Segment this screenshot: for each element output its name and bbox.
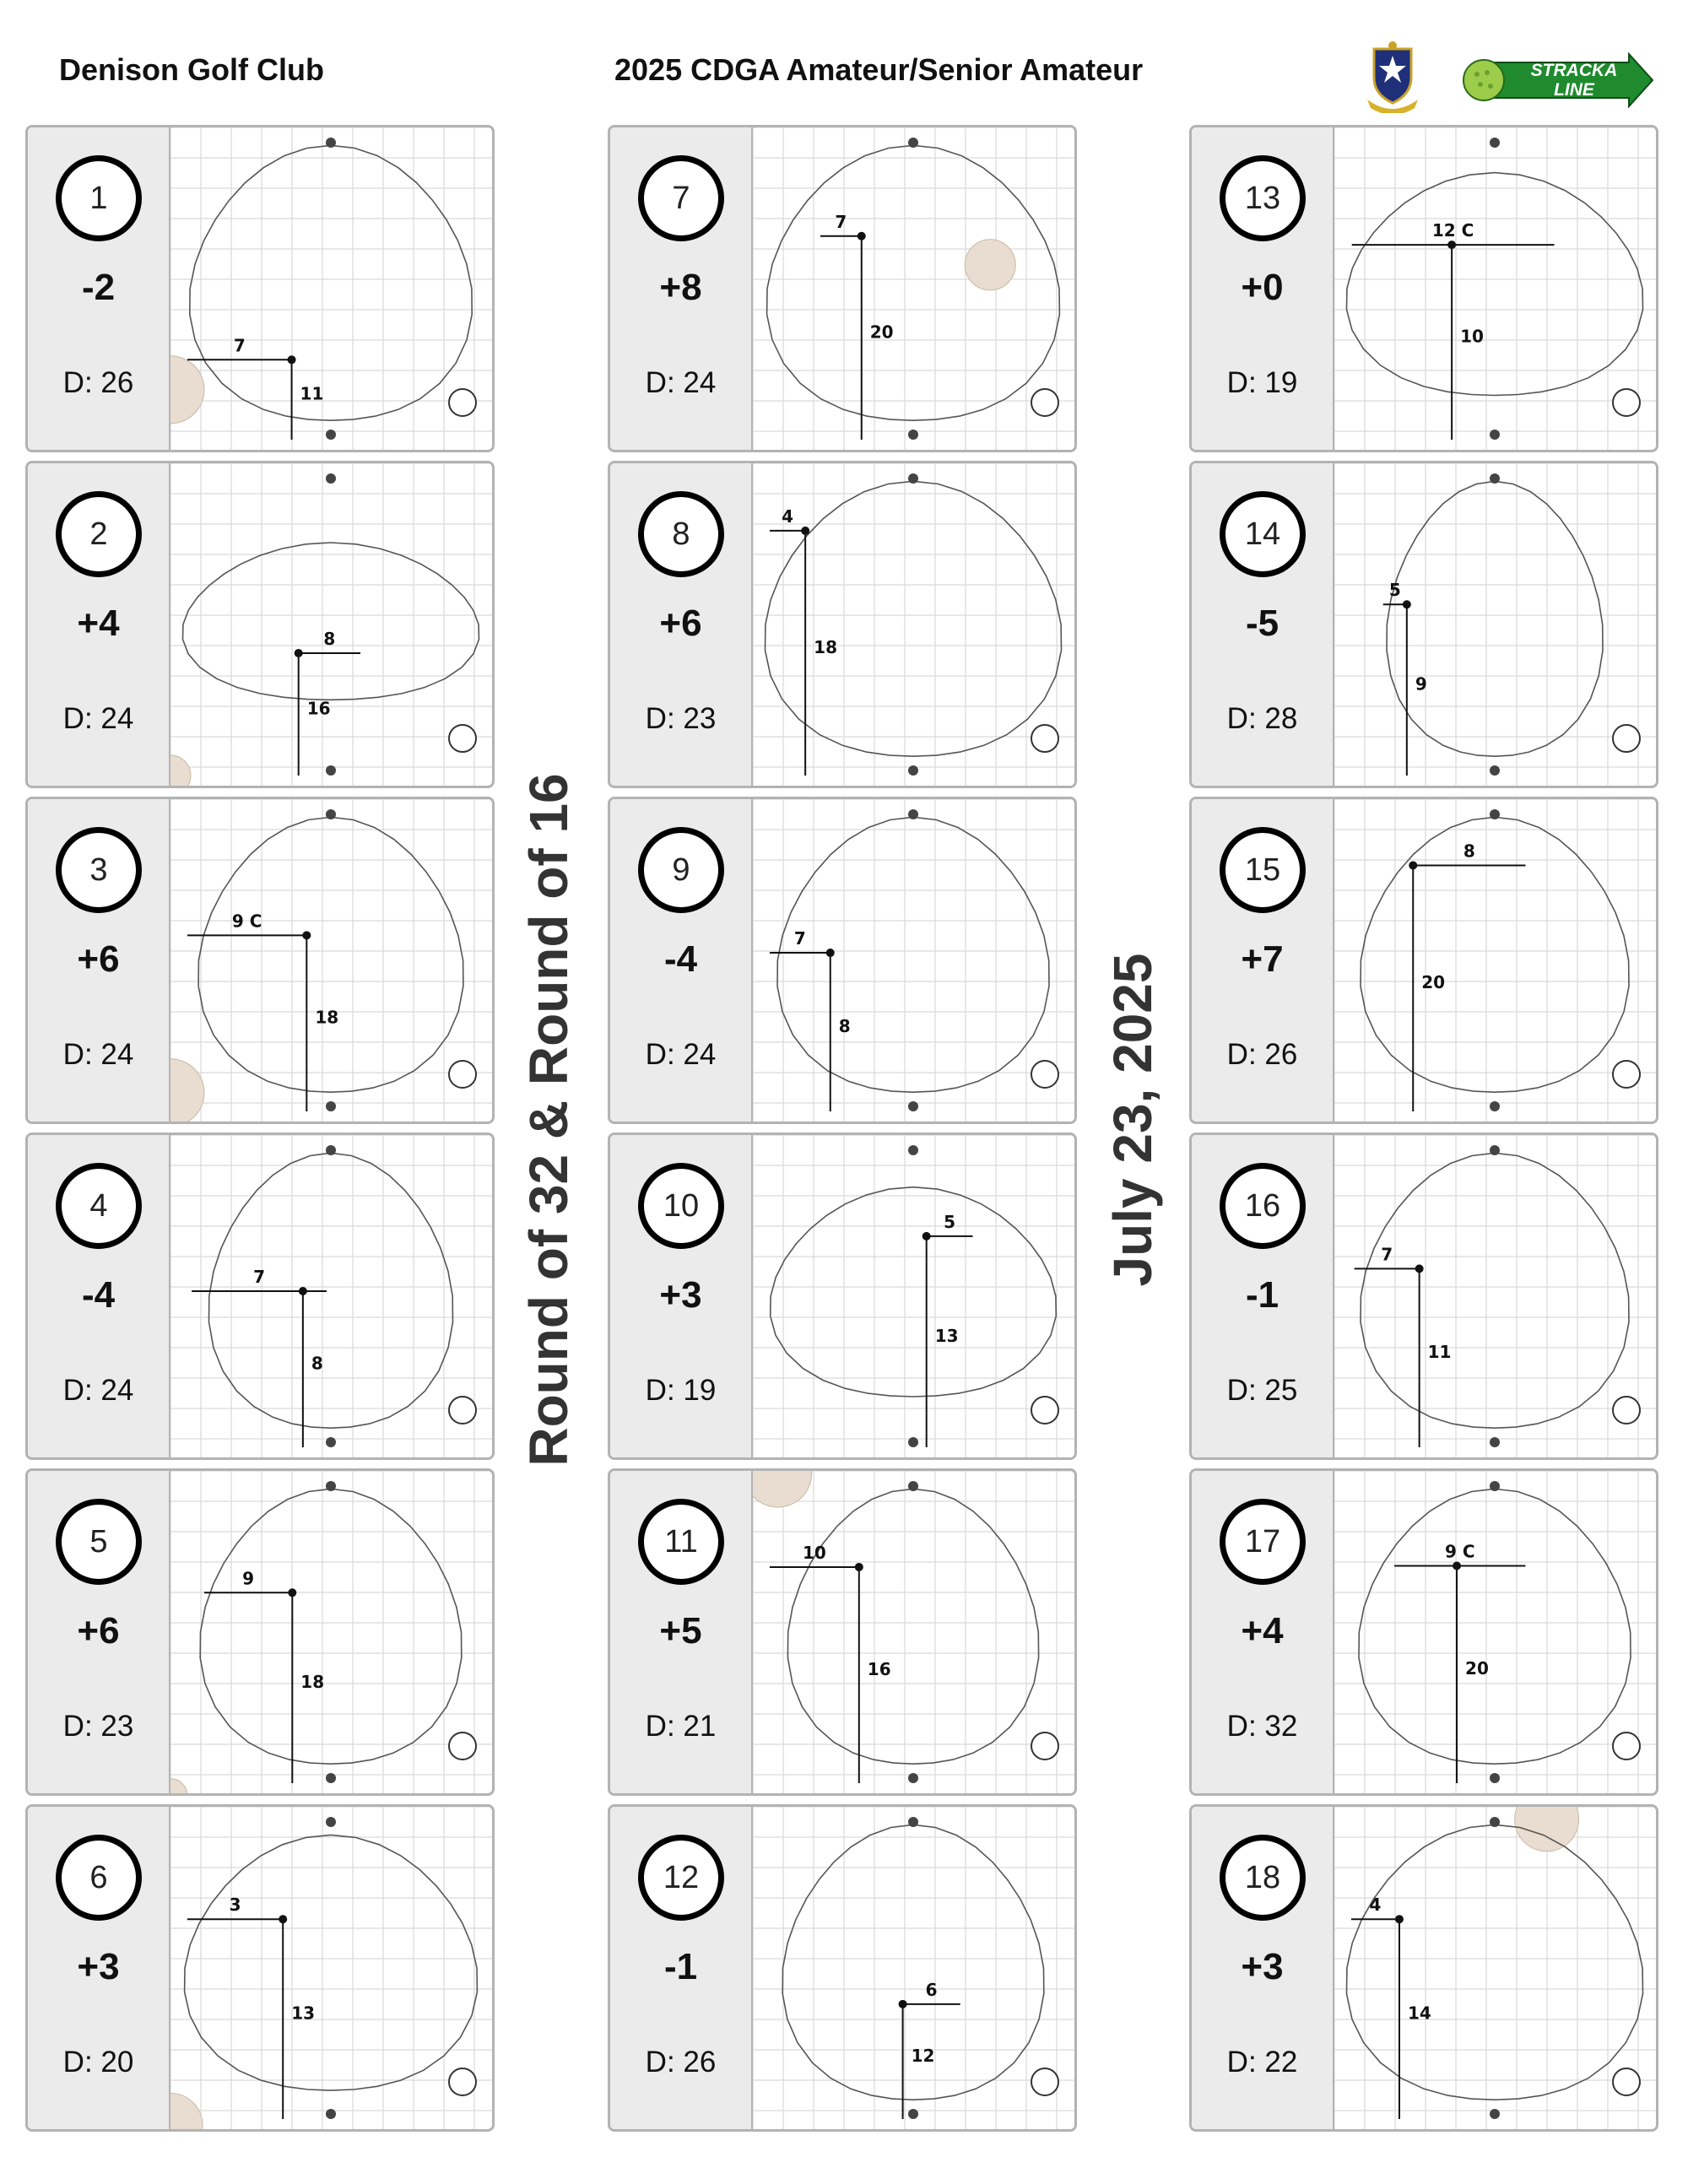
hole-number: 4 bbox=[56, 1163, 142, 1249]
pin-location bbox=[295, 649, 303, 657]
pin-side-distance: 4 bbox=[782, 505, 794, 527]
pin-depth-distance: 9 bbox=[1415, 673, 1427, 695]
hole-card bbox=[1189, 125, 1658, 452]
hole-info-panel bbox=[1192, 127, 1334, 450]
green-map bbox=[1334, 463, 1656, 786]
hole-card bbox=[608, 461, 1077, 788]
hole-number: 8 bbox=[638, 491, 724, 577]
green-front-marker bbox=[326, 1101, 336, 1111]
hole-score: -5 bbox=[1245, 603, 1280, 644]
green-outline bbox=[1387, 481, 1603, 756]
hole-info-panel bbox=[28, 799, 170, 1122]
hole-card bbox=[608, 1468, 1077, 1796]
green-depth: D: 24 bbox=[62, 1038, 134, 1071]
compass-icon bbox=[1031, 2068, 1058, 2095]
green-front-marker bbox=[326, 1773, 336, 1783]
hole-card bbox=[25, 797, 495, 1124]
green-depth: D: 19 bbox=[645, 1374, 717, 1407]
green-map bbox=[170, 1135, 492, 1457]
pin-location bbox=[1447, 241, 1456, 249]
green-map bbox=[753, 1807, 1074, 2129]
bunker-shape bbox=[965, 240, 1015, 290]
pin-depth-distance: 20 bbox=[1465, 1658, 1489, 1679]
hole-score: +8 bbox=[659, 267, 702, 308]
pin-location bbox=[1415, 1264, 1424, 1273]
hole-card bbox=[25, 125, 495, 452]
green-depth: D: 26 bbox=[62, 366, 134, 399]
pin-side-distance: 7 bbox=[793, 928, 806, 949]
sponsor-logo-text: STRACKA LINE bbox=[1530, 61, 1618, 100]
pin-location bbox=[858, 232, 866, 241]
hole-score: +6 bbox=[77, 938, 120, 980]
hole-number: 9 bbox=[638, 827, 724, 913]
pin-location bbox=[288, 355, 296, 364]
hole-score: +3 bbox=[77, 1946, 120, 1987]
compass-icon bbox=[449, 1397, 476, 1424]
green-back-marker bbox=[1490, 1817, 1500, 1827]
bunker-shape bbox=[170, 2093, 203, 2129]
hole-info-panel bbox=[1192, 463, 1334, 786]
green-front-marker bbox=[1490, 765, 1500, 776]
pin-side-distance: 7 bbox=[835, 211, 847, 232]
hole-score: +4 bbox=[1241, 1610, 1284, 1652]
compass-icon bbox=[1613, 1397, 1640, 1424]
pin-side-distance: 7 bbox=[253, 1267, 266, 1287]
pin-depth-distance: 20 bbox=[869, 322, 894, 343]
green-depth: D: 26 bbox=[1226, 1038, 1298, 1071]
bunker-shape bbox=[170, 1779, 187, 1793]
compass-icon bbox=[1031, 1061, 1058, 1088]
green-front-marker bbox=[1490, 1437, 1500, 1447]
hole-score: +5 bbox=[659, 1610, 702, 1652]
green-front-marker bbox=[326, 430, 336, 440]
hole-info-panel bbox=[610, 463, 753, 786]
green-back-marker bbox=[326, 473, 336, 484]
bunker-shape bbox=[170, 356, 204, 424]
green-map bbox=[753, 1135, 1074, 1457]
green-front-marker bbox=[1490, 2109, 1500, 2119]
pin-location bbox=[1395, 1915, 1404, 1923]
club-crest-icon bbox=[1362, 41, 1423, 113]
compass-icon bbox=[1613, 1733, 1640, 1760]
green-outline bbox=[198, 817, 463, 1092]
compass-icon bbox=[449, 389, 476, 416]
green-map bbox=[1334, 1471, 1656, 1793]
bunker-shape bbox=[170, 1059, 204, 1122]
hole-number: 2 bbox=[56, 491, 142, 577]
hole-card bbox=[608, 1133, 1077, 1460]
hole-card bbox=[1189, 461, 1658, 788]
green-outline bbox=[200, 1489, 462, 1764]
green-depth: D: 26 bbox=[645, 2046, 717, 2079]
hole-info-panel bbox=[1192, 1135, 1334, 1457]
green-back-marker bbox=[326, 138, 336, 148]
hole-score: -4 bbox=[81, 1274, 116, 1316]
green-outline bbox=[767, 145, 1060, 420]
green-map bbox=[1334, 1135, 1656, 1457]
green-back-marker bbox=[908, 1145, 918, 1155]
green-front-marker bbox=[908, 2109, 918, 2119]
hole-info-panel bbox=[28, 1807, 170, 2129]
hole-number: 12 bbox=[638, 1835, 724, 1921]
pin-location bbox=[299, 1287, 307, 1295]
green-map bbox=[1334, 1807, 1656, 2129]
hole-number: 10 bbox=[638, 1163, 724, 1249]
green-back-marker bbox=[1490, 1481, 1500, 1491]
compass-icon bbox=[449, 1061, 476, 1088]
hole-card bbox=[1189, 1133, 1658, 1460]
green-map bbox=[170, 127, 492, 450]
hole-card bbox=[608, 797, 1077, 1124]
green-front-marker bbox=[908, 1101, 918, 1111]
green-depth: D: 32 bbox=[1226, 1710, 1298, 1743]
hole-score: +7 bbox=[1241, 938, 1284, 980]
hole-score: +3 bbox=[1241, 1946, 1284, 1987]
pin-location bbox=[302, 931, 311, 939]
hole-info-panel bbox=[1192, 1807, 1334, 2129]
hole-card bbox=[25, 1133, 495, 1460]
green-depth: D: 19 bbox=[1226, 366, 1298, 399]
hole-number: 16 bbox=[1220, 1163, 1306, 1249]
pin-location bbox=[1409, 861, 1417, 869]
compass-icon bbox=[1613, 1061, 1640, 1088]
pin-depth-distance: 16 bbox=[867, 1658, 891, 1679]
green-outline bbox=[777, 817, 1049, 1092]
green-depth: D: 24 bbox=[645, 1038, 717, 1071]
green-depth: D: 21 bbox=[645, 1710, 717, 1743]
hole-score: +4 bbox=[77, 603, 120, 644]
hole-card bbox=[608, 1804, 1077, 2132]
green-depth: D: 24 bbox=[62, 702, 134, 735]
pin-side-distance: 6 bbox=[925, 1979, 938, 2000]
green-outline bbox=[1347, 173, 1643, 396]
green-map bbox=[753, 127, 1074, 450]
green-back-marker bbox=[908, 473, 918, 484]
hole-number: 7 bbox=[638, 155, 724, 241]
pin-side-distance: 9 C bbox=[231, 911, 262, 932]
green-outline bbox=[787, 1489, 1038, 1764]
round-title: Round of 32 & Round of 16 bbox=[518, 773, 579, 1467]
green-map bbox=[753, 1471, 1074, 1793]
green-map bbox=[753, 463, 1074, 786]
hole-number: 17 bbox=[1220, 1499, 1306, 1585]
green-map bbox=[170, 1471, 492, 1793]
green-front-marker bbox=[908, 765, 918, 776]
green-map bbox=[1334, 799, 1656, 1122]
green-map bbox=[753, 799, 1074, 1122]
green-back-marker bbox=[1490, 809, 1500, 819]
club-name: Denison Golf Club bbox=[59, 52, 324, 87]
hole-info-panel bbox=[610, 1471, 753, 1793]
hole-info-panel bbox=[1192, 799, 1334, 1122]
hole-score: +6 bbox=[659, 603, 702, 644]
hole-card bbox=[25, 1468, 495, 1796]
green-outline bbox=[766, 481, 1062, 756]
pin-side-distance: 3 bbox=[229, 1895, 241, 1916]
hole-info-panel bbox=[610, 127, 753, 450]
hole-number: 14 bbox=[1220, 491, 1306, 577]
green-back-marker bbox=[326, 1817, 336, 1827]
pin-depth-distance: 8 bbox=[311, 1353, 323, 1374]
pin-depth-distance: 16 bbox=[306, 698, 331, 719]
green-back-marker bbox=[326, 809, 336, 819]
pin-depth-distance: 18 bbox=[300, 1672, 325, 1693]
pin-depth-distance: 8 bbox=[838, 1016, 851, 1037]
compass-icon bbox=[449, 2068, 476, 2095]
pin-location bbox=[899, 2000, 907, 2008]
pin-depth-distance: 18 bbox=[315, 1007, 339, 1028]
hole-info-panel bbox=[28, 463, 170, 786]
compass-icon bbox=[1031, 1733, 1058, 1760]
pin-side-distance: 9 bbox=[242, 1568, 255, 1589]
compass-icon bbox=[1031, 1397, 1058, 1424]
green-outline bbox=[190, 145, 472, 420]
hole-number: 5 bbox=[56, 1499, 142, 1585]
pin-side-distance: 5 bbox=[1388, 580, 1401, 601]
hole-card bbox=[608, 125, 1077, 452]
pin-location bbox=[279, 1915, 287, 1923]
green-map bbox=[170, 463, 492, 786]
green-depth: D: 23 bbox=[62, 1710, 134, 1743]
hole-info-panel bbox=[28, 1135, 170, 1457]
green-back-marker bbox=[908, 1481, 918, 1491]
pin-side-distance: 9 C bbox=[1444, 1541, 1475, 1562]
hole-number: 1 bbox=[56, 155, 142, 241]
hole-score: +0 bbox=[1241, 267, 1284, 308]
green-outline bbox=[185, 1835, 478, 2090]
green-back-marker bbox=[908, 1817, 918, 1827]
hole-score: -2 bbox=[81, 267, 116, 308]
hole-info-panel bbox=[28, 127, 170, 450]
pin-depth-distance: 11 bbox=[1427, 1342, 1452, 1363]
hole-number: 3 bbox=[56, 827, 142, 913]
pin-depth-distance: 13 bbox=[934, 1325, 959, 1346]
green-depth: D: 23 bbox=[645, 702, 717, 735]
compass-icon bbox=[1613, 389, 1640, 416]
hole-score: -4 bbox=[663, 938, 698, 980]
pin-location bbox=[1453, 1561, 1461, 1570]
green-back-marker bbox=[1490, 1145, 1500, 1155]
compass-icon bbox=[1031, 389, 1058, 416]
compass-icon bbox=[449, 725, 476, 752]
green-back-marker bbox=[1490, 473, 1500, 484]
green-front-marker bbox=[908, 1773, 918, 1783]
pin-location bbox=[288, 1588, 296, 1597]
green-front-marker bbox=[1490, 1773, 1500, 1783]
green-front-marker bbox=[908, 1437, 918, 1447]
pin-side-distance: 5 bbox=[944, 1211, 956, 1232]
green-outline bbox=[1361, 817, 1629, 1092]
green-outline bbox=[1347, 1825, 1643, 2100]
green-back-marker bbox=[908, 809, 918, 819]
hole-score: -1 bbox=[1245, 1274, 1280, 1316]
pin-location bbox=[1403, 600, 1411, 608]
event-title: 2025 CDGA Amateur/Senior Amateur bbox=[614, 52, 1144, 87]
compass-icon bbox=[1613, 725, 1640, 752]
hole-info-panel bbox=[610, 799, 753, 1122]
pin-side-distance: 8 bbox=[1463, 841, 1475, 862]
hole-info-panel bbox=[610, 1135, 753, 1457]
hole-info-panel bbox=[28, 1471, 170, 1793]
green-depth: D: 22 bbox=[1226, 2046, 1298, 2079]
pin-side-distance: 7 bbox=[233, 335, 246, 356]
green-front-marker bbox=[1490, 430, 1500, 440]
hole-card bbox=[25, 1804, 495, 2132]
hole-number: 18 bbox=[1220, 1835, 1306, 1921]
hole-number: 11 bbox=[638, 1499, 724, 1585]
green-map bbox=[1334, 127, 1656, 450]
green-front-marker bbox=[1490, 1101, 1500, 1111]
pin-location bbox=[855, 1563, 863, 1571]
green-front-marker bbox=[326, 1437, 336, 1447]
green-back-marker bbox=[326, 1145, 336, 1155]
green-outline bbox=[1361, 1153, 1629, 1428]
hole-number: 6 bbox=[56, 1835, 142, 1921]
hole-score: +3 bbox=[659, 1274, 702, 1316]
compass-icon bbox=[449, 1733, 476, 1760]
green-front-marker bbox=[326, 2109, 336, 2119]
pin-depth-distance: 18 bbox=[814, 636, 838, 657]
hole-card bbox=[1189, 1468, 1658, 1796]
pin-depth-distance: 11 bbox=[300, 383, 324, 404]
green-outline bbox=[1359, 1489, 1631, 1764]
hole-card bbox=[1189, 797, 1658, 1124]
green-depth: D: 25 bbox=[1226, 1374, 1298, 1407]
stracka-line-logo bbox=[1460, 52, 1654, 108]
pin-side-distance: 12 C bbox=[1431, 220, 1474, 241]
green-depth: D: 28 bbox=[1226, 702, 1298, 735]
hole-info-panel bbox=[1192, 1471, 1334, 1793]
pin-depth-distance: 12 bbox=[911, 2045, 935, 2066]
pin-side-distance: 7 bbox=[1381, 1244, 1393, 1265]
pin-location bbox=[922, 1232, 931, 1241]
hole-info-panel bbox=[610, 1807, 753, 2129]
green-depth: D: 24 bbox=[62, 1374, 134, 1407]
green-back-marker bbox=[326, 1481, 336, 1491]
green-back-marker bbox=[1490, 138, 1500, 148]
pin-location bbox=[826, 949, 835, 957]
hole-number: 15 bbox=[1220, 827, 1306, 913]
pin-location bbox=[801, 527, 809, 535]
green-map bbox=[170, 1807, 492, 2129]
pin-side-distance: 4 bbox=[1369, 1895, 1382, 1916]
hole-card bbox=[1189, 1804, 1658, 2132]
hole-score: +6 bbox=[77, 1610, 120, 1652]
green-front-marker bbox=[326, 765, 336, 776]
green-map bbox=[170, 799, 492, 1122]
bunker-shape bbox=[170, 755, 191, 786]
pin-depth-distance: 10 bbox=[1460, 326, 1484, 347]
hole-number: 13 bbox=[1220, 155, 1306, 241]
green-depth: D: 24 bbox=[645, 366, 717, 399]
pin-depth-distance: 14 bbox=[1407, 2003, 1431, 2024]
green-back-marker bbox=[908, 138, 918, 148]
pin-depth-distance: 13 bbox=[291, 2003, 316, 2024]
green-depth: D: 20 bbox=[62, 2046, 134, 2079]
compass-icon bbox=[1031, 725, 1058, 752]
date-title: July 23, 2025 bbox=[1102, 953, 1163, 1287]
pin-side-distance: 10 bbox=[802, 1542, 826, 1563]
compass-icon bbox=[1613, 2068, 1640, 2095]
hole-card bbox=[25, 461, 495, 788]
green-front-marker bbox=[908, 430, 918, 440]
hole-score: -1 bbox=[663, 1946, 698, 1987]
pin-depth-distance: 20 bbox=[1421, 972, 1446, 993]
pin-side-distance: 8 bbox=[323, 628, 336, 649]
